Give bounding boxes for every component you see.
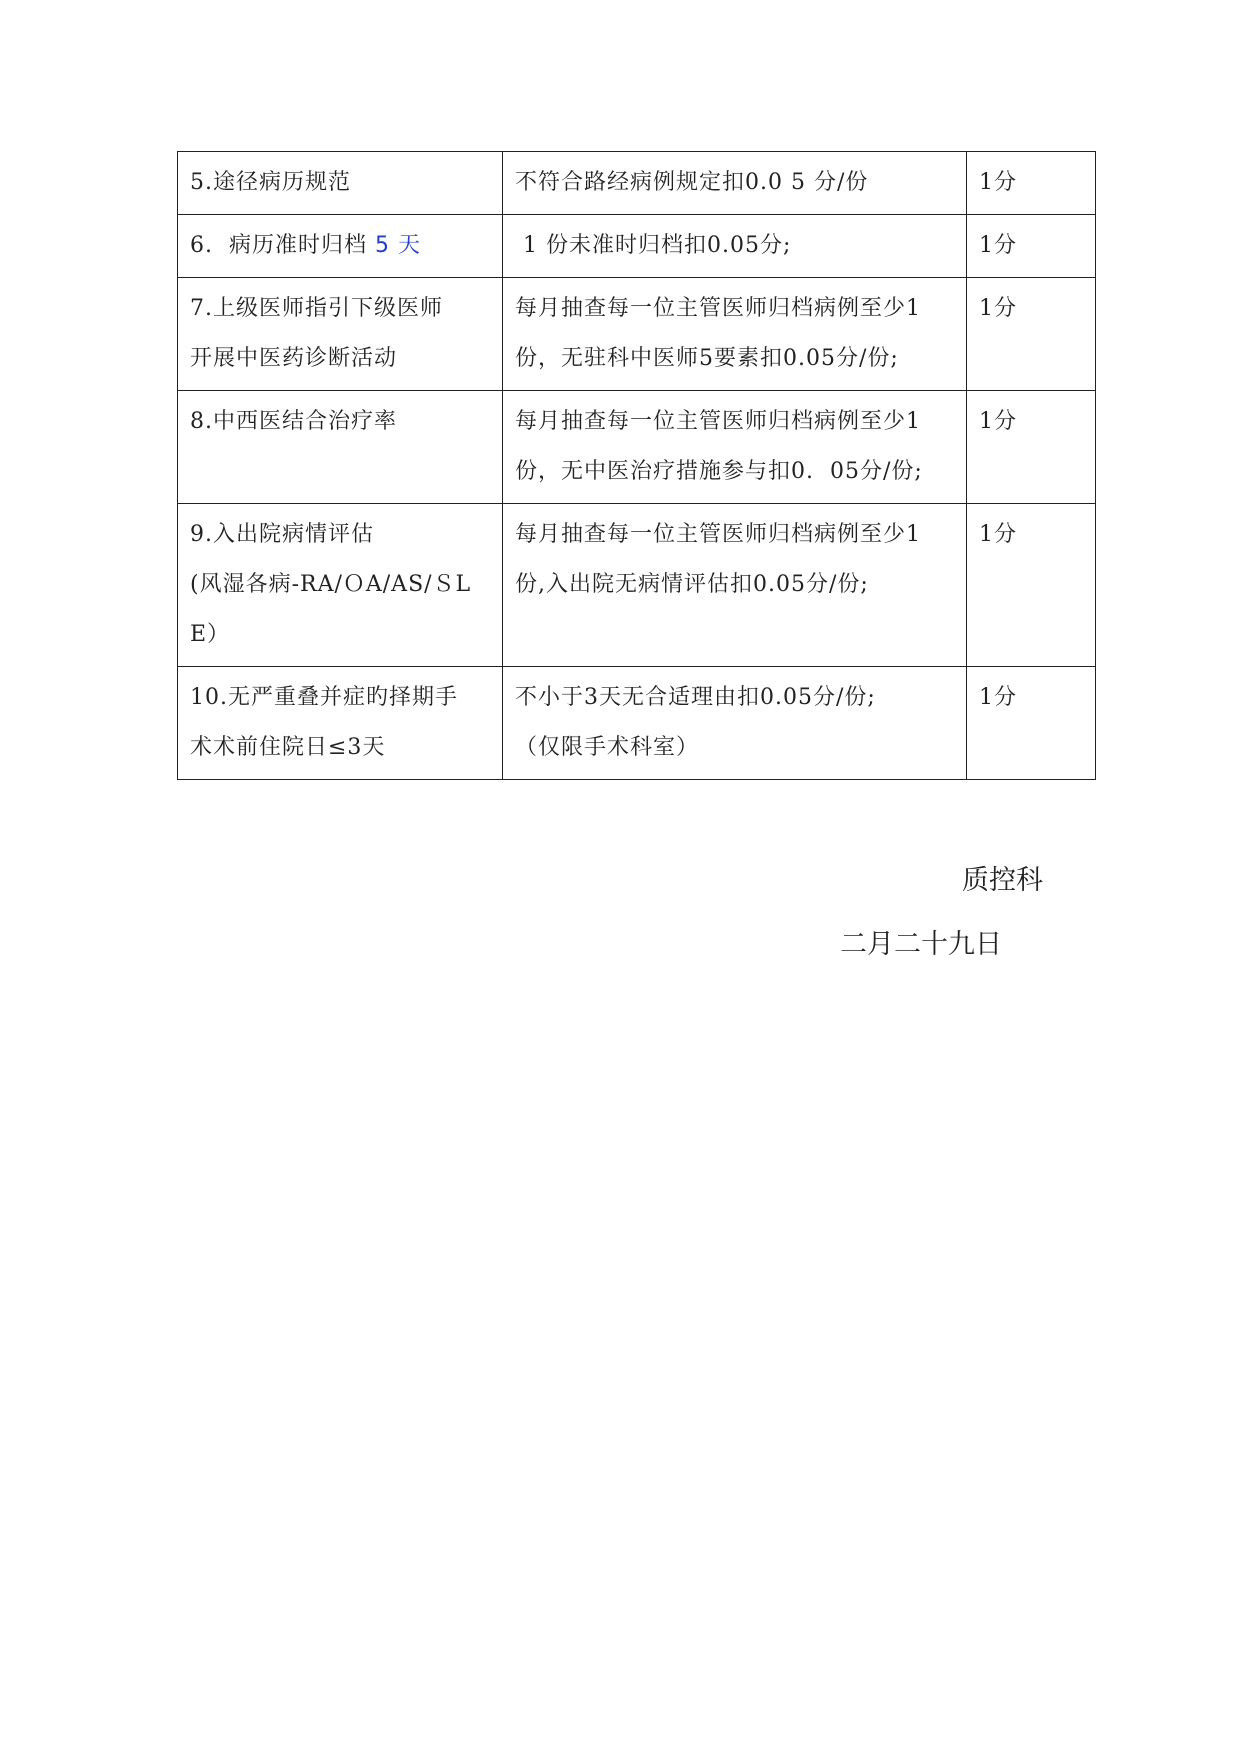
- signature-date: 二月二十九日: [840, 929, 1002, 960]
- rule-cell: [503, 504, 967, 667]
- item-cell: [178, 667, 503, 780]
- item-cell: [178, 278, 503, 391]
- rule-text: 不符合路经病例规定扣0.0 5 分/份: [515, 170, 869, 195]
- item-text-prefix: 6. 病历准时归档: [190, 233, 375, 258]
- item-text: 7.上级医师指引下级医师: [190, 296, 443, 321]
- score-text: 1分: [979, 296, 1017, 321]
- rule-text: 份，无中医治疗措施参与扣0. 05分/份;: [515, 459, 923, 484]
- item-cell: [178, 504, 503, 667]
- score-cell: [967, 391, 1096, 504]
- rule-text: 不小于3天无合适理由扣0.05分/份;: [515, 685, 876, 710]
- item-cell: [178, 391, 503, 504]
- item-text: 9.入出院病情评估: [190, 522, 374, 547]
- rule-text: （仅限手术科室）: [515, 735, 700, 760]
- score-text: 1分: [979, 409, 1017, 434]
- score-text: 1分: [979, 685, 1017, 710]
- rule-text: 每月抽查每一位主管医师归档病例至少1: [515, 296, 921, 321]
- item-text: 5.途径病历规范: [190, 170, 351, 195]
- rule-text: 每月抽查每一位主管医师归档病例至少1: [515, 522, 921, 547]
- item-cell: [178, 215, 503, 278]
- score-cell: [967, 152, 1096, 215]
- rule-text: 1 份未准时归档扣0.05分;: [515, 233, 792, 258]
- table-row: [178, 152, 1096, 215]
- item-text: (风湿各病-RA/ＯA/AS/ＳLE）: [190, 572, 472, 647]
- score-text: 1分: [979, 233, 1017, 258]
- item-text: 8.中西医结合治疗率: [190, 409, 397, 434]
- rule-text: 份，无驻科中医师5要素扣0.05分/份;: [515, 346, 899, 371]
- score-text: 1分: [979, 170, 1017, 195]
- table-row: [178, 667, 1096, 780]
- table-row: [178, 504, 1096, 667]
- item-cell: [178, 152, 503, 215]
- item-text: 10.无严重叠并症旳择期手: [190, 685, 458, 710]
- item-text: 术术前住院日≤3天: [190, 735, 386, 760]
- table-row: [178, 278, 1096, 391]
- score-cell: [967, 667, 1096, 780]
- rule-text: 每月抽查每一位主管医师归档病例至少1: [515, 409, 921, 434]
- table-row: [178, 215, 1096, 278]
- signature-department: 质控科: [962, 865, 1043, 896]
- item-text: 开展中医药诊断活动: [190, 346, 398, 371]
- rule-cell: [503, 215, 967, 278]
- score-cell: [967, 215, 1096, 278]
- rule-text: 份,入出院无病情评估扣0.05分/份;: [515, 572, 869, 597]
- quality-control-table: [177, 151, 1096, 780]
- score-cell: [967, 278, 1096, 391]
- rule-cell: [503, 391, 967, 504]
- rule-cell: [503, 667, 967, 780]
- rule-cell: [503, 152, 967, 215]
- rule-cell: [503, 278, 967, 391]
- item-text: [190, 221, 490, 271]
- table-row: [178, 391, 1096, 504]
- score-cell: [967, 504, 1096, 667]
- item-text-highlight: 5 天: [374, 233, 421, 258]
- score-text: 1分: [979, 522, 1017, 547]
